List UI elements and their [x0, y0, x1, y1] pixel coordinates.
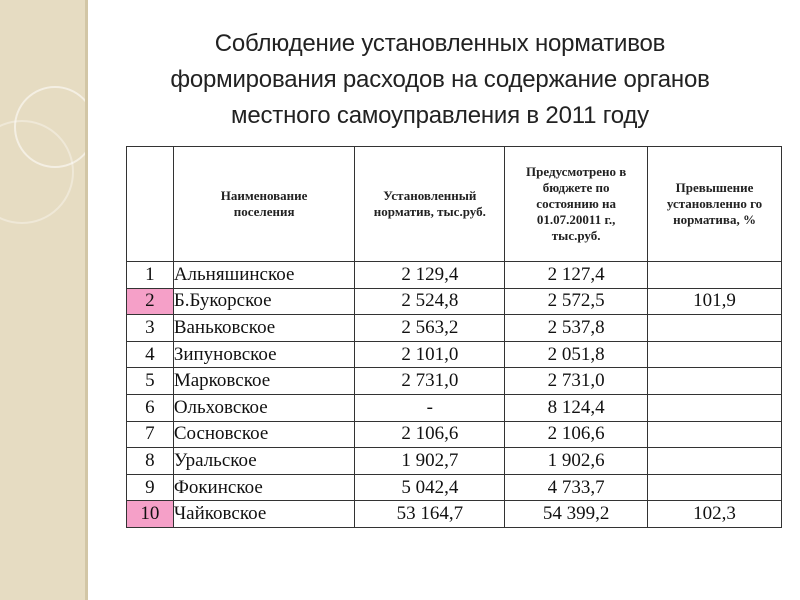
settlement-name: Уральское — [173, 448, 355, 475]
settlement-name: Фокинское — [173, 474, 355, 501]
table-row — [127, 421, 782, 448]
header-norm: Установленный норматив, тыс.руб. — [355, 147, 505, 262]
budget-value: 54 399,2 — [505, 501, 648, 528]
excess-value: 101,9 — [648, 288, 782, 315]
norm-value: 2 106,6 — [355, 421, 505, 448]
norm-value: 2 563,2 — [355, 315, 505, 342]
title-line: формирования расходов на содержание органов — [170, 66, 710, 93]
norm-value: 53 164,7 — [355, 501, 505, 528]
row-number: 7 — [127, 421, 174, 448]
table-row — [127, 501, 782, 528]
budget-value: 2 572,5 — [505, 288, 648, 315]
settlement-name: Марковское — [173, 368, 355, 395]
norm-value: 2 524,8 — [355, 288, 505, 315]
norm-value: 5 042,4 — [355, 474, 505, 501]
budget-value: 2 537,8 — [505, 315, 648, 342]
row-number: 9 — [127, 474, 174, 501]
settlement-name: Альняшинское — [173, 262, 355, 289]
row-number: 3 — [127, 315, 174, 342]
excess-value — [648, 421, 782, 448]
budget-value: 2 051,8 — [505, 341, 648, 368]
table-row — [127, 262, 782, 289]
table-row — [127, 394, 782, 421]
table-row — [127, 474, 782, 501]
norm-value: 2 129,4 — [355, 262, 505, 289]
slide-title — [100, 26, 780, 134]
table-row — [127, 315, 782, 342]
norm-value: 1 902,7 — [355, 448, 505, 475]
settlement-name: Сосновское — [173, 421, 355, 448]
title-line: Соблюдение установленных нормативов — [214, 30, 666, 57]
row-number: 8 — [127, 448, 174, 475]
header-budget: Предусмотрено в бюджете по состоянию на 01.07.20011 г., тыс.руб. — [505, 147, 648, 262]
excess-value — [648, 474, 782, 501]
row-number: 10 — [127, 501, 174, 528]
header-excess: Превышение установленно го норматива, % — [648, 147, 782, 262]
excess-value — [648, 341, 782, 368]
decorative-left-strip — [0, 0, 88, 600]
row-number: 4 — [127, 341, 174, 368]
title-line: местного самоуправления в 2011 году — [231, 102, 649, 129]
norm-value: 2 101,0 — [355, 341, 505, 368]
table-row — [127, 341, 782, 368]
table-row — [127, 368, 782, 395]
settlement-name: Ваньковское — [173, 315, 355, 342]
excess-value — [648, 262, 782, 289]
header-settlement-name: Наименование поселения — [173, 147, 355, 262]
norms-table — [126, 146, 782, 528]
settlement-name: Чайковское — [173, 501, 355, 528]
excess-value — [648, 315, 782, 342]
row-number: 2 — [127, 288, 174, 315]
excess-value — [648, 368, 782, 395]
settlement-name: Б.Букорское — [173, 288, 355, 315]
budget-value: 2 106,6 — [505, 421, 648, 448]
settlement-name: Зипуновское — [173, 341, 355, 368]
excess-value — [648, 394, 782, 421]
table-row — [127, 288, 782, 315]
row-number: 1 — [127, 262, 174, 289]
budget-value: 8 124,4 — [505, 394, 648, 421]
budget-value: 2 127,4 — [505, 262, 648, 289]
table-header-row — [127, 147, 782, 262]
budget-value: 4 733,7 — [505, 474, 648, 501]
budget-value: 2 731,0 — [505, 368, 648, 395]
norm-value: - — [355, 394, 505, 421]
excess-value — [648, 448, 782, 475]
row-number: 6 — [127, 394, 174, 421]
norm-value: 2 731,0 — [355, 368, 505, 395]
header-number — [127, 147, 174, 262]
row-number: 5 — [127, 368, 174, 395]
excess-value: 102,3 — [648, 501, 782, 528]
settlement-name: Ольховское — [173, 394, 355, 421]
budget-value: 1 902,6 — [505, 448, 648, 475]
table-row — [127, 448, 782, 475]
